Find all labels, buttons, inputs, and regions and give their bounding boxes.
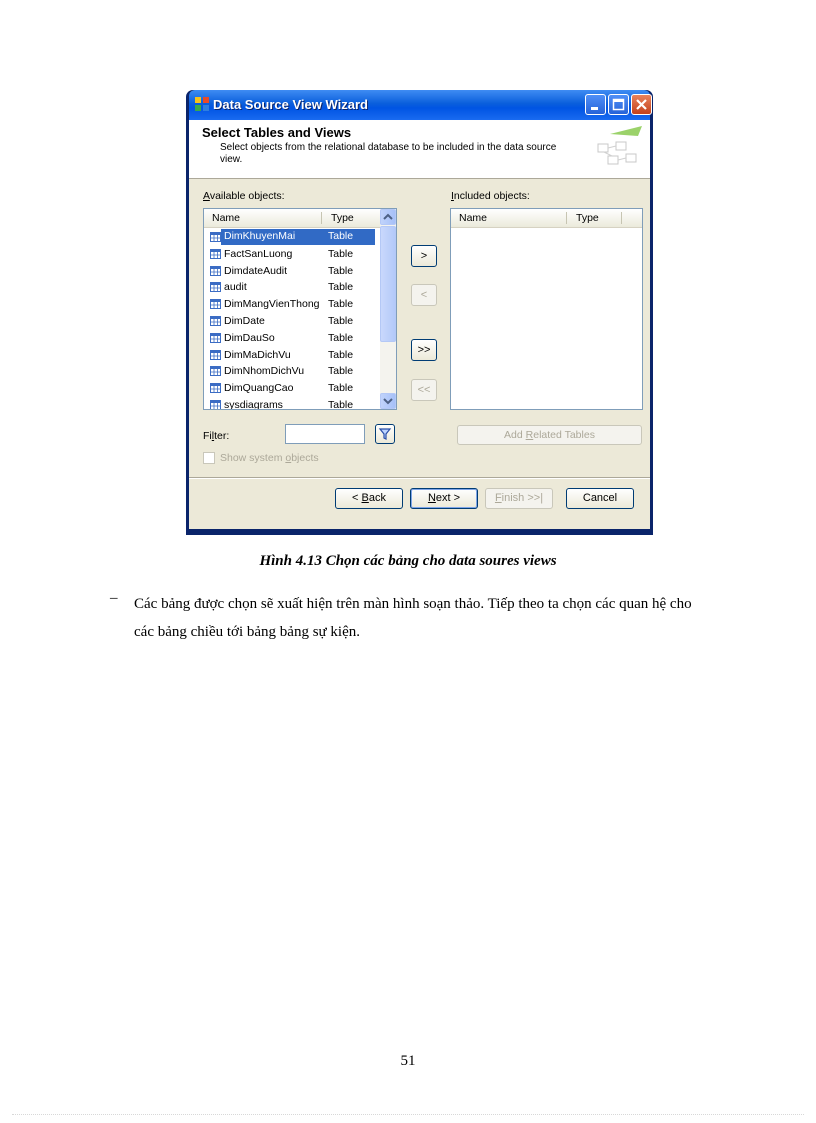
item-type: Table [328,382,354,395]
wizard-window [186,90,653,535]
list-item[interactable] [204,363,378,379]
included-objects-list[interactable] [450,208,643,410]
item-type: Table [328,230,354,242]
item-name: DimMangVienThong [224,298,320,311]
list-item[interactable] [204,246,378,262]
item-type: Table [328,399,354,410]
add-selected-button[interactable]: > [411,245,437,267]
footer-divider [189,477,650,479]
column-divider [566,212,567,224]
scroll-thumb[interactable] [380,226,396,342]
table-icon [210,249,221,259]
list-item[interactable] [204,397,378,410]
show-system-objects-checkbox[interactable] [203,452,215,464]
list-item[interactable] [204,279,378,295]
item-name: DimDauSo [224,331,275,344]
vertical-scrollbar[interactable] [380,209,396,409]
back-button[interactable]: < Back [335,488,403,509]
item-type: Table [328,264,354,277]
table-icon [210,350,221,360]
item-type: Table [328,365,354,378]
column-type[interactable]: Type [331,212,354,224]
item-name: DimdateAudit [224,264,288,277]
chevron-up-icon [381,210,395,224]
page-footer-line [12,1114,804,1115]
finish-button[interactable]: Finish >>| [485,488,553,509]
list-item[interactable] [204,263,378,279]
page-title: Select Tables and Views [202,125,352,140]
table-icon [210,400,221,410]
table-icon [210,282,221,292]
list-item[interactable] [204,296,378,312]
table-icon [210,333,221,343]
list-item[interactable] [204,330,378,346]
item-name: DimQuangCao [224,382,294,395]
add-all-button[interactable]: >> [411,339,437,361]
close-button[interactable] [631,94,652,115]
funnel-icon [376,425,394,443]
column-divider [321,212,322,224]
item-name: DimKhuyenMai [222,229,374,244]
dialog-client [189,120,650,529]
list-item[interactable] [204,347,378,363]
next-button[interactable]: Next > [410,488,478,509]
minimize-icon [586,95,605,114]
close-icon [632,95,651,114]
maximize-button[interactable] [608,94,629,115]
remove-all-button[interactable]: << [411,379,437,401]
list-header [451,209,642,228]
filter-label: Filter: [203,430,230,442]
item-name: DimNhomDichVu [224,365,305,378]
minimize-button[interactable] [585,94,606,115]
list-item[interactable] [204,313,378,329]
column-name[interactable]: Name [459,212,488,224]
page-number: 51 [400,1053,416,1069]
app-icon [195,97,209,111]
table-icon [210,266,221,276]
available-objects-list[interactable] [203,208,397,410]
item-name: FactSanLuong [224,247,293,260]
item-type: Table [328,315,354,327]
title-bar[interactable] [189,90,650,120]
wizard-graphic-icon [590,124,646,174]
item-type: Table [328,331,354,344]
filter-input[interactable] [285,424,365,444]
page-description: Select objects from the relational database to be included in the data source view. [220,142,557,165]
cancel-button[interactable]: Cancel [566,488,634,509]
maximize-icon [609,95,628,114]
item-type: Table [328,281,354,294]
list-item[interactable] [204,380,378,396]
wizard-header [189,120,650,179]
included-objects-label: Included objects: [451,190,530,202]
filter-button[interactable] [375,424,395,444]
figure-caption: Hình 4.13 Chọn các bảng cho data soures views [259,553,557,569]
bullet-dash: – [110,590,118,606]
column-type[interactable]: Type [576,212,599,224]
column-divider [621,212,622,224]
item-name: DimDate [224,315,265,327]
table-icon [210,316,221,326]
list-header [204,209,396,228]
remove-selected-button[interactable]: < [411,284,437,306]
chevron-down-icon [381,394,395,408]
item-type: Table [328,348,354,361]
item-type: Table [328,298,354,311]
item-name: DimMaDichVu [224,348,291,361]
table-icon [210,232,221,242]
available-objects-label: Available objects: [203,190,285,202]
add-related-tables-button[interactable]: Add Related Tables [457,425,642,445]
body-paragraph: Các bảng được chọn sẽ xuất hiện trên màn hình soạn thảo. Tiếp theo ta chọn các quan hệ cho các bảng chiều tới bảng bảng sự kiện. [134,596,692,640]
show-system-objects-label: Show system objects [220,452,319,464]
table-icon [210,299,221,309]
item-name: audit [224,281,247,294]
table-icon [210,366,221,376]
table-icon [210,383,221,393]
item-name: sysdiagrams [224,399,283,410]
list-item[interactable] [204,229,378,245]
item-type: Table [328,247,354,260]
window-title: Data Source View Wizard [213,97,368,112]
scroll-up-button[interactable] [380,209,396,225]
column-name[interactable]: Name [212,212,241,224]
scroll-down-button[interactable] [380,393,396,409]
